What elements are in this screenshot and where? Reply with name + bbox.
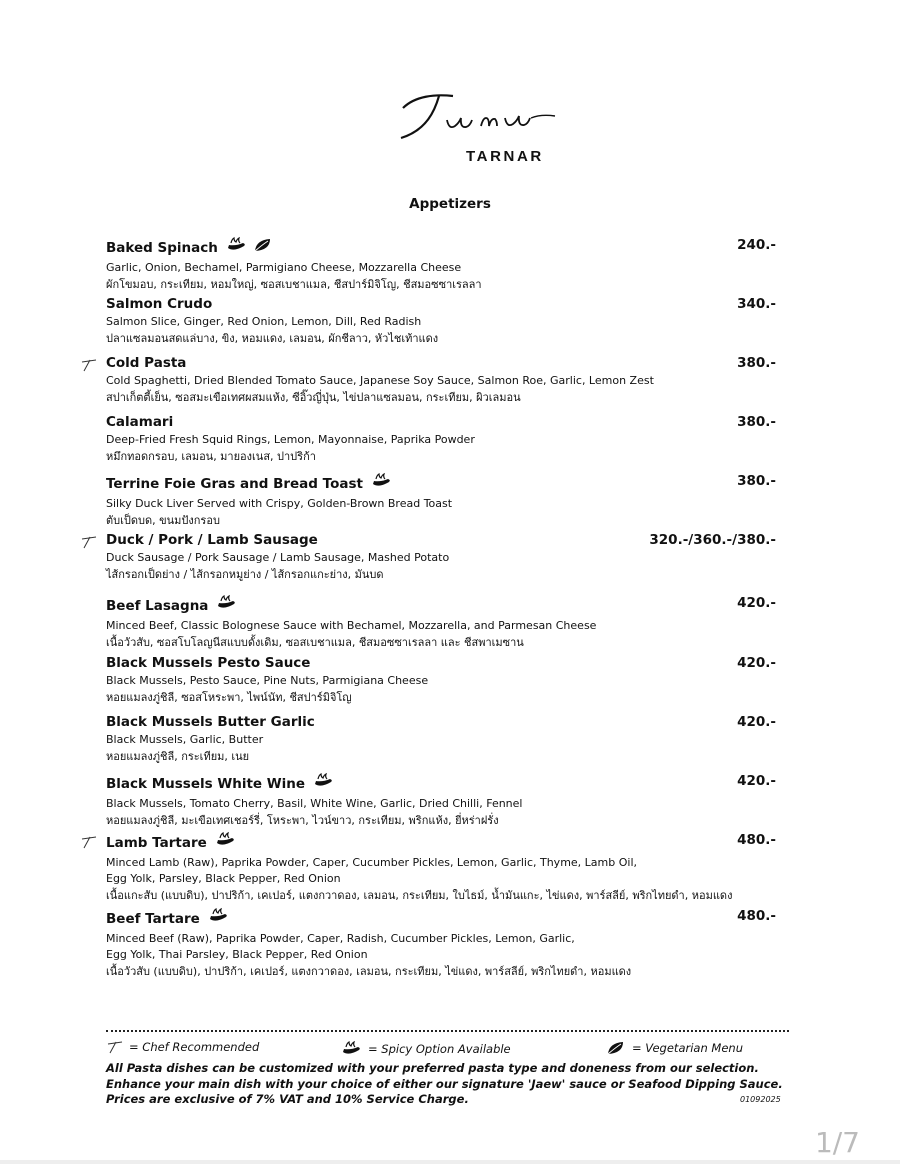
menu-item-description-en: Black Mussels, Tomato Cherry, Basil, White Wine, Garlic, Dried Chilli, Fennel: [106, 797, 523, 810]
menu-item-description-th: เนื้อวัวสับ (แบบดิบ), ปาปริก้า, เคเปอร์, แตงกวาดอง, เลมอน, กระเทียม, ไข่แดง, พาร์สลีย์, พริกไทยดำ, หอมแดง: [106, 965, 632, 978]
menu-item-description-th: ตับเป็ดบด, ขนมปังกรอบ: [106, 514, 220, 527]
note-line: Enhance your main dish with your choice of either our signature 'Jaew' sauce or Seafood Dipping Sauce.: [106, 1076, 783, 1091]
footer-divider: [106, 1030, 789, 1032]
spicy-icon: [216, 594, 238, 617]
spicy-icon: [208, 907, 230, 930]
spicy-icon: [215, 831, 237, 854]
spicy-icon: [226, 236, 248, 259]
menu-item-price: 320.-/360.-/380.-: [649, 532, 776, 548]
brand-name: TARNAR: [466, 148, 544, 165]
menu-item-name: [106, 295, 776, 313]
menu-item-description-en: Salmon Slice, Ginger, Red Onion, Lemon, Dill, Red Radish: [106, 315, 422, 328]
menu-item-icons: [371, 472, 393, 495]
menu-item-name-text: Calamari: [106, 414, 174, 430]
legend-spicy: [341, 1040, 511, 1058]
menu-item: [106, 831, 776, 905]
section-title: Appetizers: [409, 196, 491, 212]
footer-notes: [106, 1061, 783, 1108]
menu-item-description-th: สปาเก็ตตี้เย็น, ซอสมะเขือเทศผสมแห้ง, ซีอิ๊วญี่ปุ่น, ไข่ปลาแซลมอน, กระเทียม, ผิวเลมอน: [106, 391, 521, 404]
menu-item-icons: [215, 831, 237, 854]
menu-item-description-th: หอยแมลงภู่ชิลี, กระเทียม, เนย: [106, 750, 250, 763]
spicy-icon: [371, 472, 393, 495]
menu-item-price: 480.-: [737, 832, 776, 848]
menu-item-name: [106, 236, 776, 259]
menu-item: [106, 236, 776, 294]
menu-item-description-th: เนื้อแกะสับ (แบบดิบ), ปาปริก้า, เคเปอร์, แตงกวาดอง, เลมอน, กระเทียม, ใบไธม์, น้ำมันแกะ, ไข่แดง, พาร์สลีย์, พริกไทยดำ, หอมแดง: [106, 889, 733, 902]
bottom-bar: [0, 1160, 900, 1164]
menu-item-description-en: Black Mussels, Pesto Sauce, Pine Nuts, Parmigiana Cheese: [106, 674, 429, 687]
menu-item-name-text: Black Mussels Butter Garlic: [106, 714, 315, 730]
menu-item-price: 420.-: [737, 655, 776, 671]
menu-item-description-en: Cold Spaghetti, Dried Blended Tomato Sauce, Japanese Soy Sauce, Salmon Roe, Garlic, Lemon Zest: [106, 374, 654, 387]
menu-item-icons: [208, 907, 230, 930]
menu-item-name-text: Terrine Foie Gras and Bread Toast: [106, 475, 363, 492]
menu-item: [106, 713, 776, 766]
legend-chef: [106, 1040, 259, 1054]
menu-item-name-text: Baked Spinach: [106, 239, 218, 256]
menu-item-name: [106, 594, 776, 617]
menu-item-name: [106, 354, 776, 372]
menu-item-icons: [313, 772, 335, 795]
menu-item-name: [106, 654, 776, 672]
menu-item-name-text: Black Mussels Pesto Sauce: [106, 655, 311, 671]
spicy-icon: [341, 1040, 363, 1058]
chef-recommended-icon: [80, 357, 98, 371]
menu-item-name: [106, 472, 776, 495]
menu-item-name-text: Beef Lasagna: [106, 597, 209, 614]
menu-item-price: 340.-: [737, 296, 776, 312]
legend-chef-label: = Chef Recommended: [129, 1040, 260, 1054]
menu-item-description-en: Garlic, Onion, Bechamel, Parmigiano Cheese, Mozzarella Cheese: [106, 261, 462, 274]
menu-item-description-th: ปลาแซลมอนสดแล่บาง, ขิง, หอมแดง, เลมอน, ผักชีลาว, หัวไชเท้าแดง: [106, 332, 439, 345]
menu-item: [106, 594, 776, 652]
menu-item: [106, 413, 776, 466]
chef-recommended-icon: [106, 1040, 124, 1054]
menu-item-price: 240.-: [737, 237, 776, 253]
menu-item-name: [106, 713, 776, 731]
menu-item-description-en: Duck Sausage / Pork Sausage / Lamb Sausage, Mashed Potato: [106, 551, 450, 564]
menu-item-price: 420.-: [737, 714, 776, 730]
menu-item: [106, 531, 776, 584]
page-indicator: 1/7: [814, 1126, 860, 1159]
menu-item-description-th: ผักโขมอบ, กระเทียม, หอมใหญ่, ซอสเบชาแมล, ชีสปาร์มิจิโญ, ชีสมอซซาเรลลา: [106, 278, 482, 291]
menu-item-name: [106, 907, 776, 930]
menu-item-name-text: Salmon Crudo: [106, 296, 213, 312]
menu-item: [106, 354, 776, 407]
menu-item: [106, 295, 776, 348]
menu-item: [106, 472, 776, 530]
legend-spicy-label: = Spicy Option Available: [368, 1042, 511, 1056]
menu-item-description-en: Minced Beef (Raw), Paprika Powder, Caper, Radish, Cucumber Pickles, Lemon, Garlic, Egg Yolk, Thai Parsley, Black Pepper, Red Onion: [106, 932, 575, 961]
chef-recommended-icon: [80, 534, 98, 548]
menu-item-name: [106, 831, 776, 854]
menu-code: 01092025: [740, 1095, 781, 1104]
menu-item: [106, 907, 776, 981]
spicy-icon: [313, 772, 335, 795]
note-line: Prices are exclusive of 7% VAT and 10% Service Charge.: [106, 1092, 469, 1106]
menu-item-price: 380.-: [737, 414, 776, 430]
menu-item-description-th: หมึกทอดกรอบ, เลมอน, มายองเนส, ปาปริก้า: [106, 450, 316, 463]
menu-item: [106, 772, 776, 830]
menu-item-description-en: Minced Lamb (Raw), Paprika Powder, Caper, Cucumber Pickles, Lemon, Garlic, Thyme, Lamb Oil, Egg Yolk, Parsley, Black Pepper, Red Onion: [106, 856, 637, 885]
menu-item-name: [106, 413, 776, 431]
menu-item-description-en: Black Mussels, Garlic, Butter: [106, 733, 264, 746]
menu-item-description-th: หอยแมลงภู่ชิลี, ซอสโหระพา, ไพน์นัท, ชีสปาร์มิจิโญ: [106, 691, 352, 704]
menu-item-price: 480.-: [737, 908, 776, 924]
menu-item-description-th: หอยแมลงภู่ชิลี, มะเขือเทศเชอร์รี่, โหระพา, ไวน์ขาว, กระเทียม, พริกแห้ง, ยี่หร่าฝรั่ง: [106, 814, 499, 827]
menu-item-price: 380.-: [737, 355, 776, 371]
menu-item-description-th: ไส้กรอกเป็ดย่าง / ไส้กรอกหมูย่าง / ไส้กรอกแกะย่าง, มันบด: [106, 568, 384, 581]
menu-item-icons: [216, 594, 238, 617]
vegetarian-icon: [605, 1040, 627, 1056]
legend-vegetarian: [605, 1040, 743, 1056]
chef-recommended-icon: [80, 834, 98, 848]
menu-item-price: 420.-: [737, 595, 776, 611]
menu-item-name-text: Black Mussels White Wine: [106, 775, 306, 792]
menu-item-description-th: เนื้อวัวสับ, ซอสโบโลญนีสแบบดั้งเดิม, ซอสเบชาแมล, ชีสมอซซาเรลลา และ ชีสพาเมซาน: [106, 636, 524, 649]
legend-vegetarian-label: = Vegetarian Menu: [632, 1041, 743, 1055]
menu-item-name: [106, 772, 776, 795]
tunu-script-logo-icon: [395, 88, 565, 148]
menu-item: [106, 654, 776, 707]
menu-item-description-en: Minced Beef, Classic Bolognese Sauce with Bechamel, Mozzarella, and Parmesan Cheese: [106, 619, 597, 632]
menu-item-description-en: Silky Duck Liver Served with Crispy, Golden-Brown Bread Toast: [106, 497, 453, 510]
menu-item-name-text: Duck / Pork / Lamb Sausage: [106, 532, 318, 548]
menu-item-name-text: Beef Tartare: [106, 910, 200, 927]
menu-item-price: 380.-: [737, 473, 776, 489]
menu-item-description-en: Deep-Fried Fresh Squid Rings, Lemon, Mayonnaise, Paprika Powder: [106, 433, 475, 446]
menu-item-icons: [226, 236, 274, 259]
menu-item-name-text: Lamb Tartare: [106, 834, 207, 851]
note-line: All Pasta dishes can be customized with your preferred pasta type and doneness from our selection.: [106, 1061, 759, 1075]
menu-item-name-text: Cold Pasta: [106, 355, 187, 371]
menu-item-price: 420.-: [737, 773, 776, 789]
vegetarian-icon: [252, 237, 274, 258]
